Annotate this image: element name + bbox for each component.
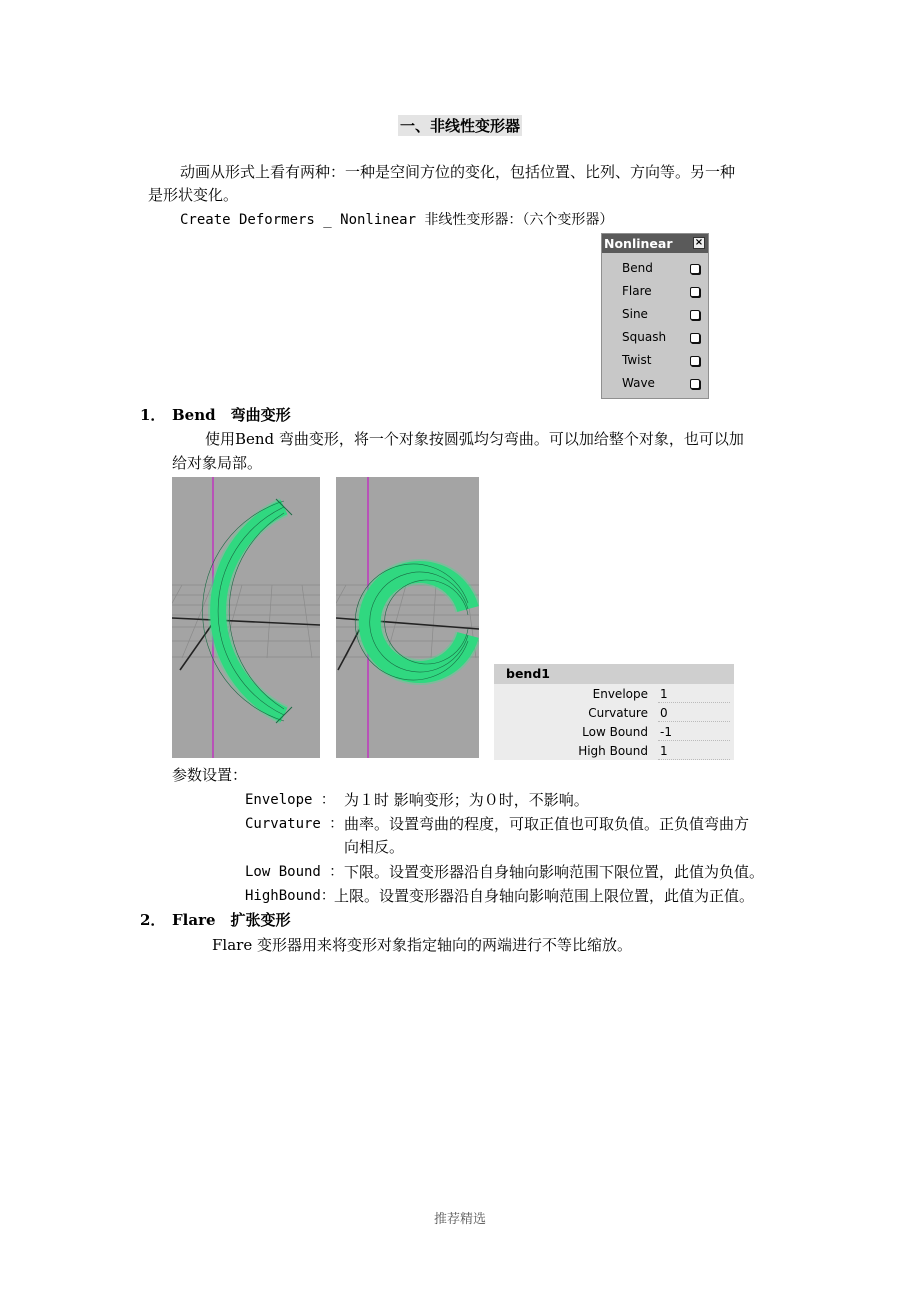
attr-row-curvature bbox=[494, 704, 734, 723]
intro-line-2: 是形状变化。 bbox=[148, 186, 239, 204]
bend-circle-render bbox=[336, 477, 479, 758]
option-box-icon[interactable] bbox=[690, 379, 700, 389]
flare-desc: Flare 变形器用来将变形对象指定轴向的两端进行不等比缩放。 bbox=[212, 936, 632, 954]
nonlinear-menu-title[interactable] bbox=[602, 234, 708, 253]
params-intro: 参数设置： bbox=[172, 766, 248, 784]
param-envelope-key: Envelope ： bbox=[245, 792, 335, 808]
param-curvature-desc-2: 向相反。 bbox=[344, 838, 405, 856]
page-footer: 推荐精选 bbox=[433, 1212, 486, 1227]
menu-item-wave[interactable] bbox=[602, 372, 708, 395]
bend-heading-number: 1． bbox=[140, 406, 166, 424]
param-envelope-desc: 为１时 影响变形；为０时，不影响。 bbox=[344, 791, 589, 809]
attr-row-envelope bbox=[494, 685, 734, 704]
attr-label: Low Bound bbox=[582, 725, 648, 739]
attr-label: Curvature bbox=[588, 706, 648, 720]
param-lowbound-key: Low Bound ： bbox=[245, 864, 344, 880]
option-box-icon[interactable] bbox=[690, 264, 700, 274]
menu-item-label: Squash bbox=[622, 330, 667, 344]
param-highbound-desc: 上限。设置变形器沿自身轴向影响范围上限位置，此值为正值。 bbox=[334, 887, 755, 905]
flare-heading-number: 2． bbox=[140, 911, 166, 929]
attr-label: Envelope bbox=[592, 687, 648, 701]
option-box-icon[interactable] bbox=[690, 333, 700, 343]
option-box-icon[interactable] bbox=[690, 310, 700, 320]
attr-row-low-bound bbox=[494, 723, 734, 742]
bend1-attribute-panel bbox=[494, 664, 734, 760]
bend-heading: Bend 弯曲变形 bbox=[172, 406, 291, 424]
menu-item-label: Twist bbox=[622, 353, 652, 367]
menu-item-label: Bend bbox=[622, 261, 653, 275]
attr-row-high-bound bbox=[494, 742, 734, 761]
bend-desc-line-1: 使用Bend 弯曲变形，将一个对象按圆弧均匀弯曲。可以加给整个对象，也可以加 bbox=[205, 430, 744, 448]
menu-item-label: Flare bbox=[622, 284, 652, 298]
intro-line-1: 动画从形式上看有两种：一种是空间方位的变化，包括位置、比列、方向等。另一种 bbox=[180, 163, 736, 181]
nonlinear-menu-title-text: Nonlinear bbox=[604, 236, 673, 251]
menu-item-label: Sine bbox=[622, 307, 648, 321]
option-box-icon[interactable] bbox=[690, 287, 700, 297]
curvature-field[interactable]: 0 bbox=[658, 704, 730, 722]
high-bound-field[interactable]: 1 bbox=[658, 742, 730, 760]
menu-item-flare[interactable] bbox=[602, 280, 708, 303]
option-box-icon[interactable] bbox=[690, 356, 700, 366]
menu-item-bend[interactable] bbox=[602, 257, 708, 280]
param-highbound-key: HighBound： bbox=[245, 888, 335, 904]
param-curvature-desc-1: 曲率。设置弯曲的程度，可取正值也可取负值。正负值弯曲方 bbox=[344, 815, 750, 833]
flare-heading: Flare 扩张变形 bbox=[172, 911, 291, 929]
menu-item-sine[interactable] bbox=[602, 303, 708, 326]
param-curvature-key: Curvature ： bbox=[245, 816, 344, 832]
nonlinear-menu-panel bbox=[601, 233, 709, 399]
bend-viewport-circle bbox=[336, 477, 479, 758]
bend-desc-line-2: 给对象局部。 bbox=[172, 454, 263, 472]
bend1-panel-header: bend1 bbox=[494, 664, 734, 684]
bend-arc-render bbox=[172, 477, 320, 758]
menu-item-twist[interactable] bbox=[602, 349, 708, 372]
envelope-field[interactable]: 1 bbox=[658, 685, 730, 703]
menu-item-squash[interactable] bbox=[602, 326, 708, 349]
close-icon[interactable]: × bbox=[694, 237, 704, 248]
attr-label: High Bound bbox=[578, 744, 648, 758]
intro-line-3: Create Deformers _ Nonlinear 非线性变形器：（六个变形器） bbox=[180, 212, 614, 228]
bend-viewport-arc bbox=[172, 477, 320, 758]
low-bound-field[interactable]: -1 bbox=[658, 723, 730, 741]
menu-item-label: Wave bbox=[622, 376, 655, 390]
param-lowbound-desc: 下限。设置变形器沿自身轴向影响范围下限位置，此值为负值。 bbox=[344, 863, 765, 881]
section-title: 一、非线性变形器 bbox=[400, 117, 521, 135]
